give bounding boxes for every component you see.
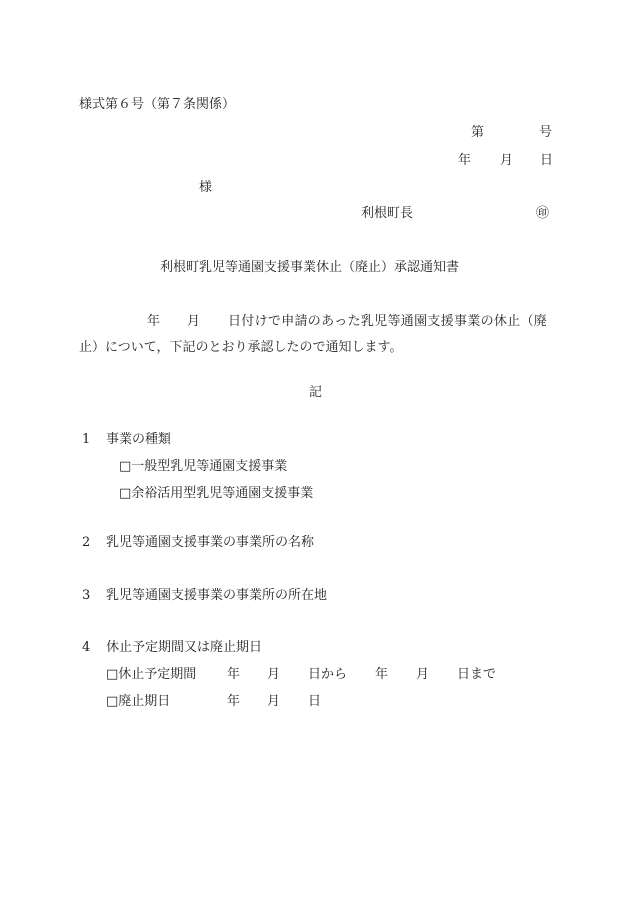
item-1-number: 1 <box>82 432 91 447</box>
option-general-type: □一般型乳児等通園支援事業 <box>119 459 288 474</box>
item-2-label: 乳児等通園支援事業の事業所の名称 <box>106 535 315 550</box>
abolish-year: 年 <box>227 694 241 709</box>
item-4-number: 4 <box>82 640 91 655</box>
item-3-number: 3 <box>82 588 91 603</box>
suspend-month1: 月 <box>267 667 281 682</box>
suspend-until: 日まで <box>457 667 497 682</box>
option-surplus-type: □余裕活用型乳児等通園支援事業 <box>119 486 314 501</box>
item-1-label: 事業の種類 <box>106 432 172 447</box>
body-line1: 日付けで申請のあった乳児等通園支援事業の休止（廃 <box>228 314 548 329</box>
addressee-suffix: 様 <box>199 180 213 195</box>
date-day: 日 <box>540 153 554 168</box>
issuer-name: 利根町長 <box>361 206 414 221</box>
doc-number-prefix: 第 <box>471 125 485 140</box>
date-year: 年 <box>458 153 472 168</box>
item-3-label: 乳児等通園支援事業の事業所の所在地 <box>106 588 328 603</box>
abolish-month: 月 <box>267 694 281 709</box>
body-month: 月 <box>187 314 201 329</box>
suspend-period-label: □休止予定期間 <box>106 667 197 682</box>
abolish-day: 日 <box>308 694 322 709</box>
suspend-year2: 年 <box>375 667 389 682</box>
suspend-from: 日から <box>308 667 348 682</box>
suspend-year1: 年 <box>227 667 241 682</box>
seal-mark: ㊞ <box>536 206 550 221</box>
body-year: 年 <box>147 314 161 329</box>
item-2-number: 2 <box>82 535 91 550</box>
abolish-date-label: □廃止期日 <box>106 694 171 709</box>
suspend-month2: 月 <box>416 667 430 682</box>
ki-heading: 記 <box>309 385 323 400</box>
document-title: 利根町乳児等通園支援事業休止（廃止）承認通知書 <box>160 260 460 275</box>
date-month: 月 <box>500 153 514 168</box>
item-4-label: 休止予定期間又は廃止期日 <box>106 640 263 655</box>
doc-number-suffix: 号 <box>539 125 553 140</box>
body-line2: 止）について，下記のとおり承認したので通知します。 <box>79 340 403 355</box>
form-label: 様式第６号（第７条関係） <box>79 97 236 112</box>
